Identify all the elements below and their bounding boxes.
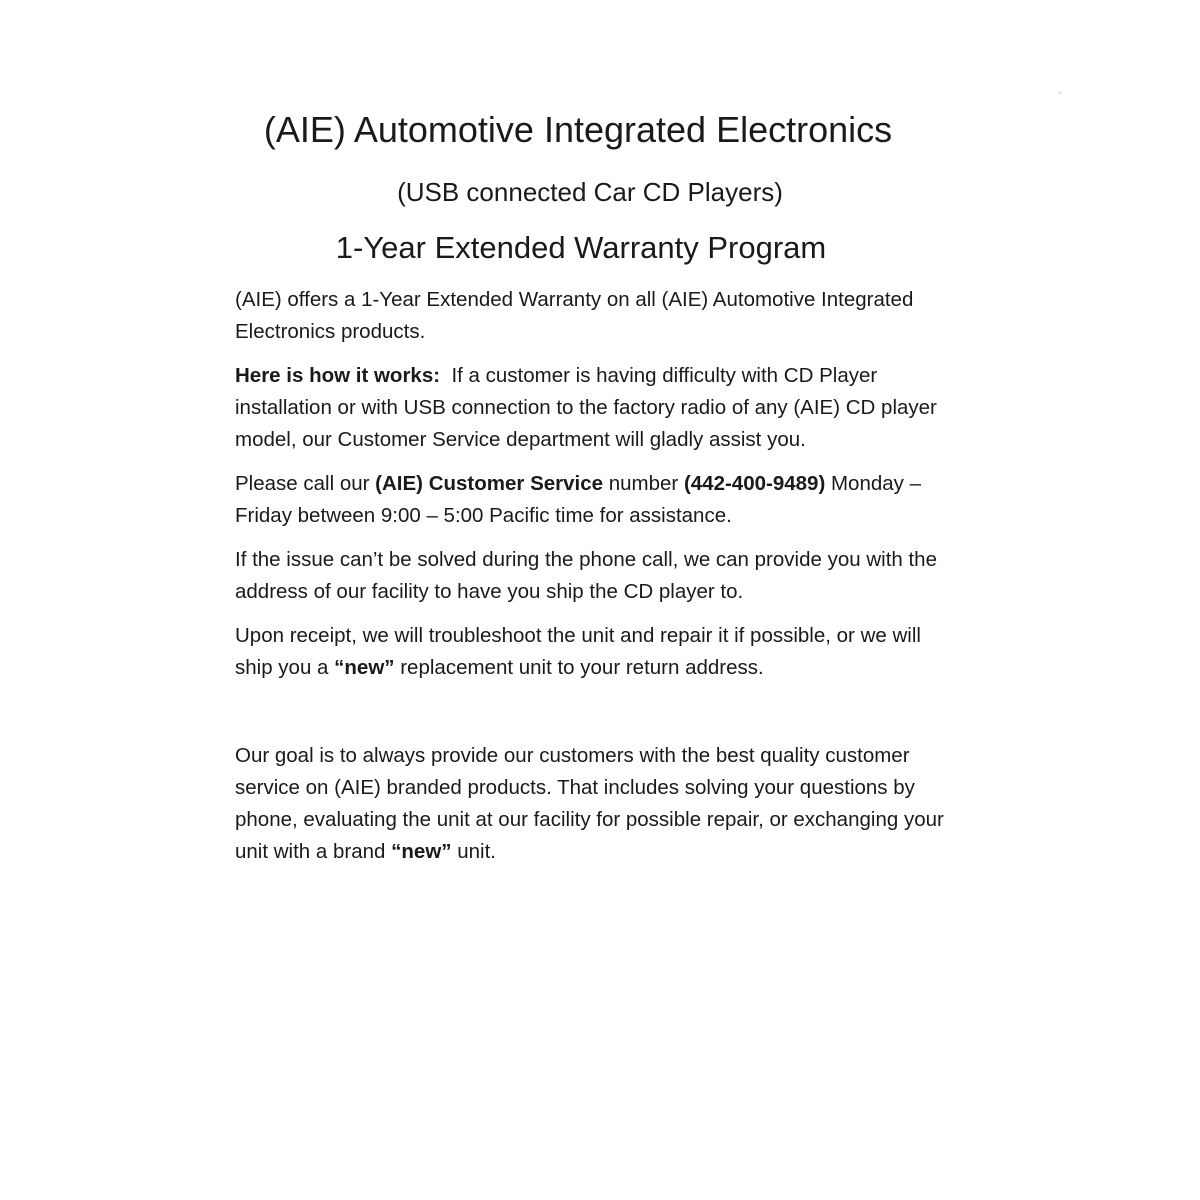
document-subtitle: (USB connected Car CD Players) <box>397 177 783 207</box>
call-suffix: Monday – Friday between 9:00 – 5:00 Pacific time for assistance. <box>235 472 922 527</box>
how-it-works-label: Here is how it works: <box>235 364 441 387</box>
receipt-emphasis: “new” <box>334 656 395 679</box>
goal-emphasis: “new” <box>391 840 452 863</box>
phone-number: (442-400-9489) <box>683 472 826 495</box>
call-paragraph <box>235 468 955 532</box>
goal-prefix: Our goal is to always provide our customers with the best quality customer service on (AIE) branded products. That includes solving your questions by phone, evaluating the unit at our facility for possible repair, or exchanging your unit with a brand <box>235 744 944 863</box>
receipt-paragraph <box>235 620 955 684</box>
customer-service-name: (AIE) Customer Service <box>375 472 604 495</box>
receipt-prefix: Upon receipt, we will troubleshoot the unit and repair it if possible, or we will ship you a <box>235 624 921 679</box>
how-it-works-paragraph <box>235 360 955 456</box>
program-heading: 1-Year Extended Warranty Program <box>335 230 827 265</box>
intro-paragraph: (AIE) offers a 1-Year Extended Warranty on all (AIE) Automotive Integrated Electronics products. <box>235 288 914 343</box>
shipping-paragraph: If the issue can’t be solved during the phone call, we can provide you with the address of our facility to have you ship the CD player to. <box>235 548 937 603</box>
call-prefix: Please call our <box>235 472 370 495</box>
receipt-suffix: replacement unit to your return address. <box>400 656 764 679</box>
call-middle: number <box>608 472 679 495</box>
goal-paragraph <box>235 740 955 868</box>
document-title: (AIE) Automotive Integrated Electronics <box>263 109 893 150</box>
scan-speck <box>1058 91 1062 94</box>
how-it-works-text: If a customer is having difficulty with CD Player installation or with USB connection to the factory radio of any (AIE) CD player model, our Customer Service department will gladly assist you. <box>235 364 937 451</box>
goal-suffix: unit. <box>457 840 496 863</box>
